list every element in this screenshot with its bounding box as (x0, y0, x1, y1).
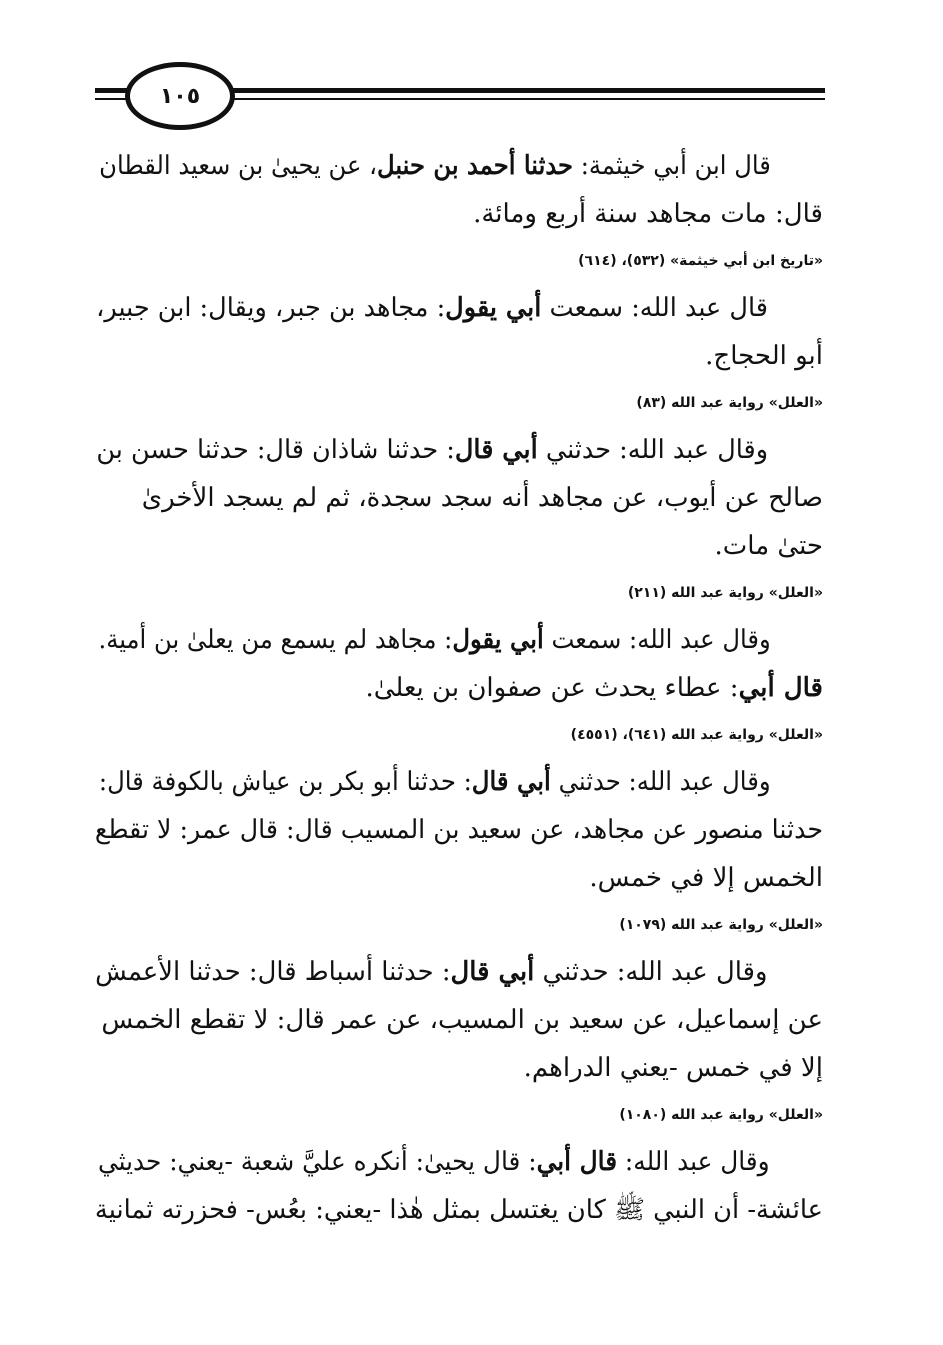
text-run: ، عن يحيىٰ بن سعيد القطان (99, 151, 377, 181)
source-citation: «العلل» رواية عبد الله (٨٣) (636, 395, 823, 411)
text-line (98, 758, 823, 806)
text-run: : حدثنا أسباط قال: حدثنا الأعمش (95, 957, 451, 987)
text-line (96, 284, 823, 332)
text-run: : مجاهد لم يسمع من يعلىٰ بن أمية. (98, 625, 453, 655)
text-run: : حدثنا شاذان قال: حدثنا حسن بن (96, 435, 455, 465)
text-run: إلا في خمس -يعني الدراهم. (523, 1053, 823, 1083)
narration-paragraph (95, 1138, 823, 1234)
bold-text-run: أبي قال (454, 435, 538, 465)
text-line (98, 616, 823, 664)
bold-text-run: أبي يقول (445, 293, 542, 323)
text-run: : مجاهد بن جبر، ويقال: ابن جبير، (96, 293, 446, 323)
text-line (95, 474, 823, 522)
text-run: حتىٰ مات. (714, 531, 823, 561)
text-run: صالح عن أيوب، عن مجاهد أنه سجد سجدة، ثم لم يسجد الأخرىٰ (141, 483, 823, 513)
bold-text-run: أبي قال (450, 957, 535, 987)
text-run: وقال عبد الله: حدثني (550, 767, 771, 797)
bold-text-run: قال أبي (536, 1147, 618, 1177)
text-run: وقال عبد الله: سمعت (543, 625, 771, 655)
narration-paragraph (95, 616, 823, 712)
narration-paragraph (95, 948, 823, 1092)
text-run: أبو الحجاج. (705, 341, 823, 371)
text-line (94, 806, 823, 854)
text-run: : حدثنا أبو بكر بن عياش بالكوفة قال: (98, 767, 472, 797)
bold-text-run: حدثنا أحمد بن حنبل (376, 151, 574, 181)
text-run: وقال عبد الله: (617, 1147, 770, 1177)
text-line (94, 1186, 824, 1234)
narration-paragraph (95, 284, 823, 380)
text-line (96, 426, 823, 474)
page-body (95, 142, 823, 1234)
text-run: عائشة- أن النبي ﷺ كان يغتسل بمثل هٰذا -يعني: بعُس- فحزرته ثمانية (94, 1195, 824, 1225)
text-line (97, 1138, 823, 1186)
source-citation: «تاريخ ابن أبي خيثمة» (٥٣٢)، (٦١٤) (578, 253, 823, 269)
text-run: وقال عبد الله: حدثني (534, 957, 768, 987)
text-run: عن إسماعيل، عن سعيد بن المسيب، عن عمر قال: لا تقطع الخمس (101, 1005, 823, 1035)
bold-text-run: أبي يقول (452, 625, 544, 655)
text-line (99, 142, 823, 190)
text-run: : عطاء يحدث عن صفوان بن يعلىٰ. (365, 673, 739, 703)
bold-text-run: أبي قال (471, 767, 551, 797)
text-run: وقال عبد الله: حدثني (537, 435, 769, 465)
source-citation: «العلل» رواية عبد الله (٦٤١)، (٤٥٥١) (570, 727, 823, 743)
text-run: قال عبد الله: سمعت (541, 293, 768, 323)
page-header (95, 62, 825, 132)
text-run: الخمس إلا في خمس. (589, 863, 823, 893)
text-run: حدثنا منصور عن مجاهد، عن سعيد بن المسيب قال: قال عمر: لا تقطع (94, 815, 823, 845)
text-line (95, 996, 823, 1044)
source-citation: «العلل» رواية عبد الله (١٠٧٩) (619, 917, 823, 933)
narration-paragraph (95, 426, 823, 570)
text-line (95, 664, 823, 712)
text-run: قال ابن أبي خيثمة: (573, 151, 771, 181)
source-citation: «العلل» رواية عبد الله (١٠٨٠) (619, 1107, 823, 1123)
page-number: ١٠٥ (125, 62, 235, 130)
text-run: : قال يحيىٰ: أنكره عليَّ شعبة -يعني: حديثي (97, 1147, 537, 1177)
bold-text-run: قال أبي (738, 673, 823, 703)
narration-paragraph (95, 142, 823, 238)
source-citation: «العلل» رواية عبد الله (٢١١) (627, 585, 823, 601)
text-line (95, 522, 823, 570)
text-line (95, 1044, 823, 1092)
text-run: قال: مات مجاهد سنة أربع ومائة. (473, 199, 823, 229)
text-line (95, 190, 823, 238)
text-line (95, 854, 823, 902)
text-line (95, 332, 823, 380)
narration-paragraph (95, 758, 823, 902)
text-line (95, 948, 823, 996)
